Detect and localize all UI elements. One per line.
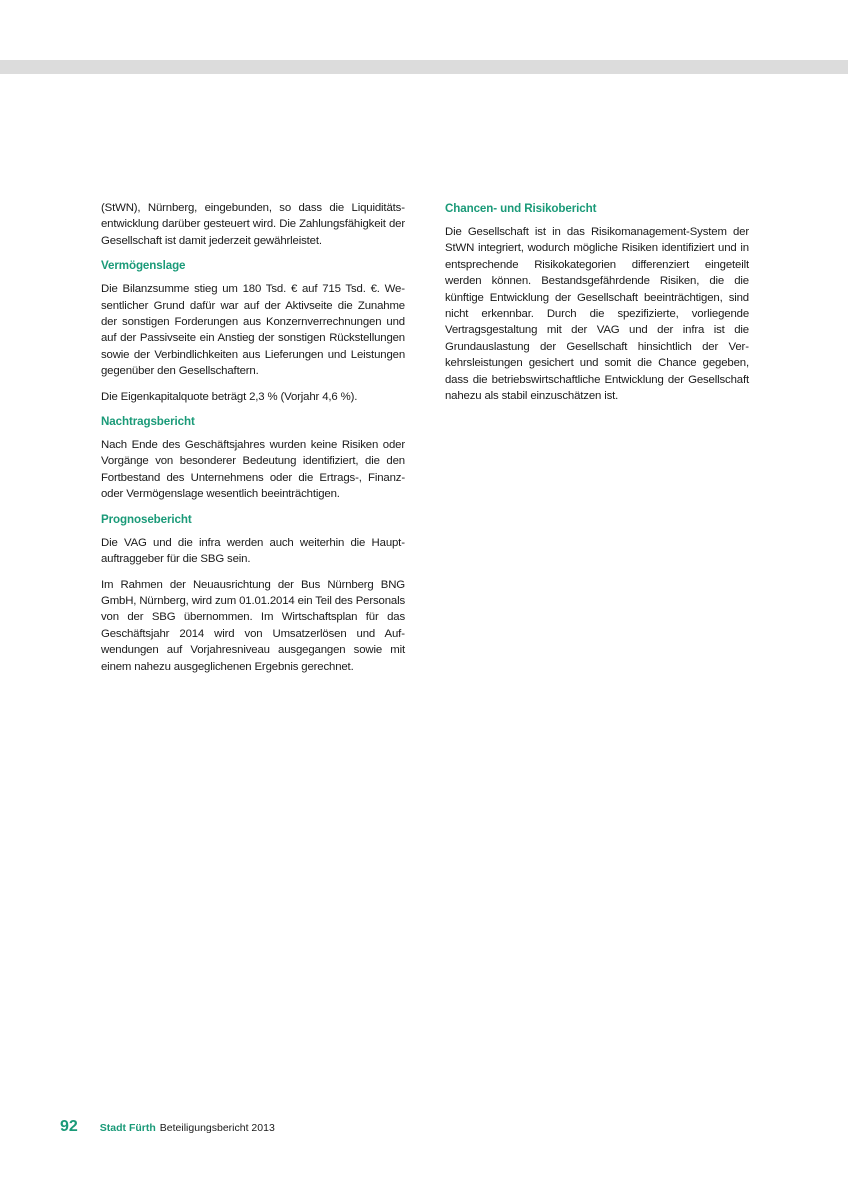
vermoegenslage-paragraph-1: Die Bilanzsumme stieg um 180 Tsd. € auf 715 Tsd. €. Wesentlicher Grund dafür war auf der Aktivseite die Zunahme der sonstigen Forderungen aus Konzernverrechnungen und auf der Passivseite ein Anstieg der sonstigen Rückstellungen sowie der Verbindlichkeiten aus Lieferungen und Leistungen gegenüber den Gesellschaftern. (101, 283, 405, 378)
heading-nachtragsbericht: Nachtragsbericht (101, 415, 195, 429)
page-number: 92 (60, 1118, 78, 1135)
left-text-column (101, 200, 405, 684)
prognosebericht-paragraph-2: Im Rahmen der Neuausrichtung der Bus Nürnberg BNG GmbH, Nürnberg, wird zum 01.01.2014 ein Teil des Personals von der SBG übernommen. Im Wirtschaftsplan für das Geschäftsjahr 2014 wird von Umsatzerlösen und Aufwendungen auf Vorjahresniveau ausgegangen sowie mit einem nahezu ausgeglichenen Ergebnis gerechnet. (101, 578, 405, 673)
heading-prognosebericht: Prognosebericht (101, 512, 192, 526)
intro-paragraph: (StWN), Nürnberg, eingebunden, so dass die Liquiditätsentwicklung darüber gesteuert wird. Die Zahlungsfähigkeit der Gesellschaft ist damit jederzeit gewährleistet. (101, 202, 405, 247)
heading-chancen-risikobericht: Chancen- und Risikobericht (445, 202, 597, 215)
top-gray-band (0, 60, 848, 74)
vermoegenslage-paragraph-2: Die Eigenkapitalquote beträgt 2,3 % (Vorjahr 4,6 %). (101, 390, 358, 403)
chancen-risikobericht-paragraph: Die Gesellschaft ist in das Risikomanagement-System der StWN integriert, wodurch mögliche Risiken identifiziert und in entsprechende Risikokategorien differenziert eingeteilt werden können. Bestandsgefährdende Risiken, die die künftige Entwicklung der Gesellschaft beeinträchtigen, sind nicht erkennbar. Durch die spezifizierte, vorliegende Vertragsgestaltung mit der VAG und der infra ist die Grundauslastung der Gesellschaft hinsichtlich der Verkehrsleistungen gesichert und somit die Chance gegeben, dass die betriebswirtschaftliche Entwicklung der Gesellschaft nahezu als stabil einzuschätzen ist. (445, 226, 749, 403)
footer-report-title: Beteiligungsbericht 2013 (159, 1122, 275, 1134)
footer-organization: Stadt Fürth (99, 1122, 156, 1134)
page-footer (60, 1118, 275, 1142)
nachtragsbericht-paragraph: Nach Ende des Geschäftsjahres wurden keine Risiken oder Vorgänge von besonderer Bedeutung identifiziert, die den Fortbestand des Unternehmens oder die Ertrags-, Finanz- oder Vermögenslage wesentlich beeinträchtigen. (101, 439, 405, 501)
right-text-column (445, 201, 749, 413)
prognosebericht-paragraph-1: Die VAG und die infra werden auch weiterhin die Hauptauftraggeber für die SBG sein. (101, 536, 405, 566)
heading-vermoegenslage: Vermögenslage (101, 259, 186, 273)
